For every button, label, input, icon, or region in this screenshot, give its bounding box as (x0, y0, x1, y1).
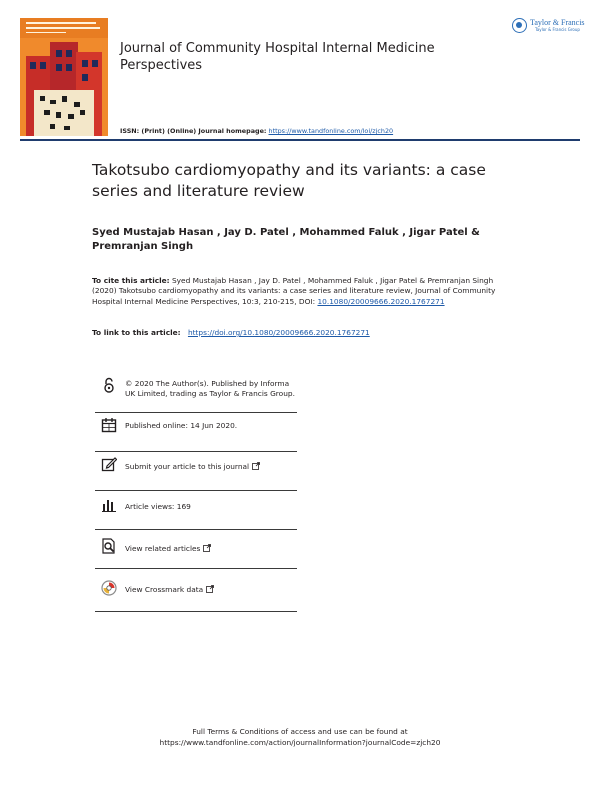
journal-title: Journal of Community Hospital Internal Medicine Perspectives (120, 41, 435, 73)
crossmark-label: View Crossmark data (125, 585, 204, 594)
terms-footer (0, 727, 600, 748)
article-title: Takotsubo cardiomyopathy and its variants: a case series and literature review (92, 161, 486, 200)
edit-pencil-icon (101, 456, 117, 472)
issn-label: ISSN: (Print) (Online) Journal homepage: (120, 127, 267, 135)
publisher-group: Taylor & Francis Group (535, 27, 580, 32)
related-articles-link[interactable] (125, 544, 211, 554)
journal-homepage-link[interactable]: https://www.tandfonline.com/loi/zjch20 (268, 127, 394, 135)
submit-article-link[interactable] (125, 462, 260, 472)
published-online-text: Published online: 14 Jun 2020. (125, 421, 238, 430)
terms-url[interactable]: https://www.tandfonline.com/action/journalInformation?journalCode=zjch20 (159, 737, 441, 747)
citation-doi-link[interactable]: 10.1080/20009666.2020.1767271 (317, 296, 445, 306)
open-access-row (95, 374, 297, 413)
external-link-icon (203, 544, 211, 552)
external-link-icon (252, 462, 260, 470)
related-articles-label: View related articles (125, 544, 201, 553)
citation-block (92, 276, 512, 307)
article-link-line (92, 328, 370, 337)
citation-text: Syed Mustajab Hasan , Jay D. Patel , Mohammed Faluk , Jigar Patel & Premranjan Singh (2020) Takotsubo cardiomyopathy and its variants: a case series and literature review, Journal of Community Hospital Internal Medicine Perspectives, 10:3, 210-215, DOI: (92, 276, 496, 306)
article-doi-url[interactable]: https://doi.org/10.1080/20009666.2020.1767271 (187, 328, 370, 337)
article-authors: Syed Mustajab Hasan , Jay D. Patel , Mohammed Faluk , Jigar Patel & Premranjan Singh (92, 227, 480, 252)
article-views-text: Article views: 169 (125, 502, 191, 511)
taylor-francis-logo-icon[interactable] (512, 17, 585, 37)
related-articles-row[interactable] (95, 530, 297, 569)
search-document-icon (101, 538, 117, 554)
article-views-row (95, 491, 297, 530)
publisher-name: Taylor & Francis (530, 18, 585, 27)
crossmark-icon (101, 580, 117, 596)
crossmark-link[interactable] (125, 585, 214, 595)
calendar-icon (101, 417, 117, 433)
article-link-label: To link to this article: (92, 328, 181, 337)
external-link-icon (206, 585, 214, 593)
citation-label: To cite this article: (92, 276, 170, 285)
bar-chart-icon (101, 497, 117, 513)
copyright-text: © 2020 The Author(s). Published by Informa UK Limited, trading as Taylor & Francis Group. (125, 379, 295, 398)
issn-line (120, 127, 393, 135)
header-divider (20, 139, 580, 141)
published-online-row (95, 413, 297, 452)
submit-article-row[interactable] (95, 452, 297, 491)
submit-article-label: Submit your article to this journal (125, 462, 250, 471)
terms-text: Full Terms & Conditions of access and use can be found at (192, 727, 408, 736)
journal-cover-image (20, 18, 108, 136)
open-access-lock-icon (101, 377, 117, 393)
crossmark-row[interactable] (95, 569, 297, 612)
